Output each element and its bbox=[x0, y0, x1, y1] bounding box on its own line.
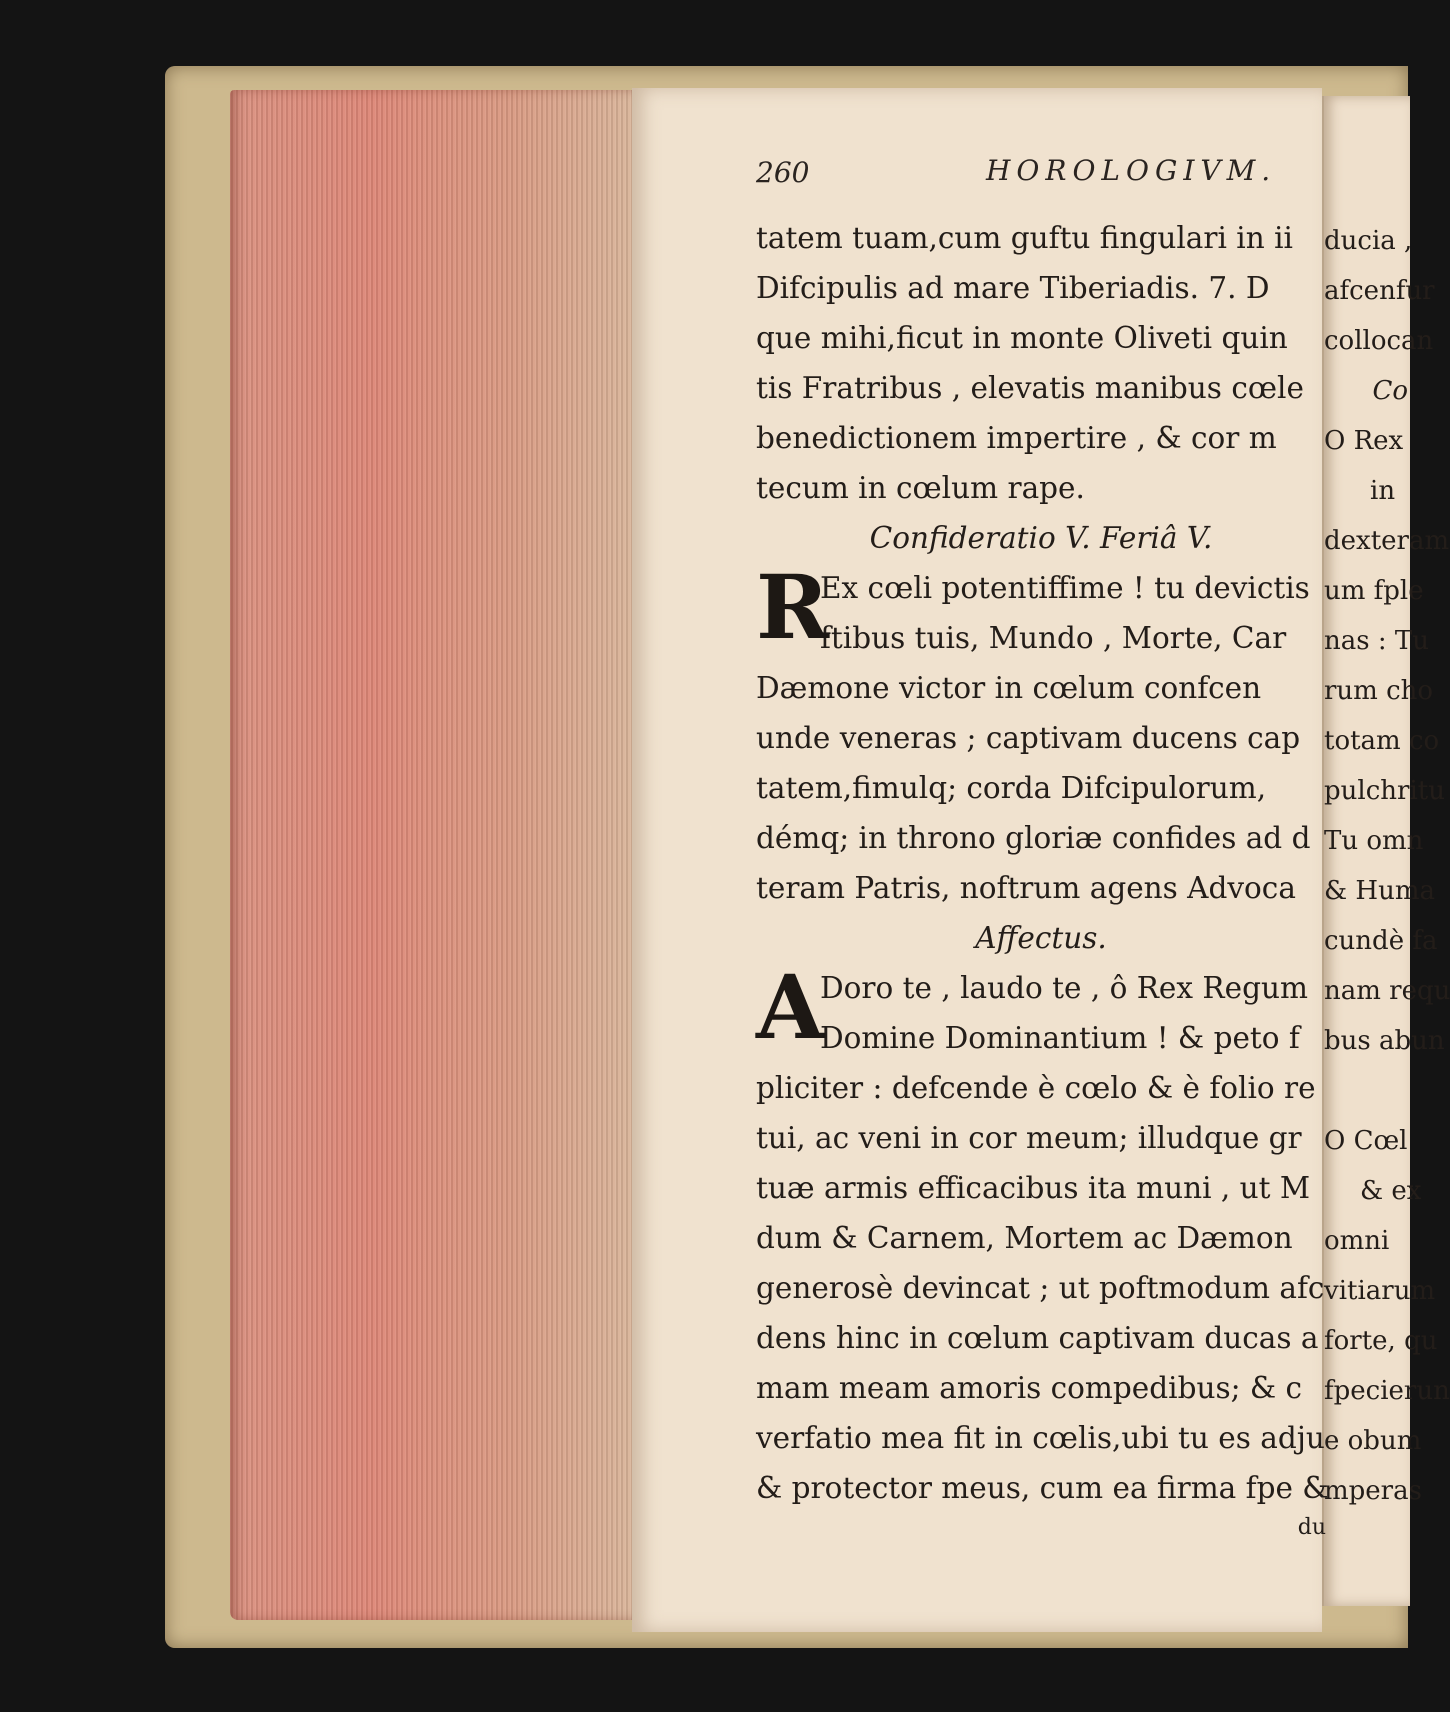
book-page-edges bbox=[230, 90, 635, 1620]
text-line: tui, ac veni in cor meum; illudque gr bbox=[756, 1121, 1302, 1155]
paragraph-3 bbox=[756, 955, 1329, 1543]
page-header bbox=[756, 150, 1276, 190]
text-line: teram Patris, noftrum agens Advoca bbox=[756, 871, 1296, 905]
text-line: tis Fratribus , elevatis manibus cœle bbox=[756, 371, 1304, 405]
next-page-line: & ex bbox=[1360, 1176, 1422, 1206]
drop-cap: R bbox=[756, 555, 830, 659]
next-page-line: collocan bbox=[1324, 326, 1434, 356]
text-line: mam meam amoris compedibus; & c bbox=[756, 1371, 1303, 1405]
text-line: tuæ armis efficacibus ita muni , ut M bbox=[756, 1171, 1311, 1205]
text-line: Domine Dominantium ! & peto f bbox=[820, 1021, 1300, 1055]
running-title: HOROLOGIVM. bbox=[986, 154, 1277, 187]
next-page-line: forte, qu bbox=[1324, 1326, 1438, 1356]
next-page-line: mperas bbox=[1324, 1476, 1422, 1506]
page-number: 260 bbox=[756, 156, 810, 189]
text-line: tatem tuam,cum guftu fingulari in ii bbox=[756, 221, 1293, 255]
catchword: du bbox=[1297, 1515, 1326, 1540]
next-page-text bbox=[1324, 216, 1450, 1516]
next-page-line: nas : Tu bbox=[1324, 626, 1429, 656]
next-page-line: dexteram bbox=[1324, 526, 1450, 556]
next-page-line: fpecierun bbox=[1324, 1376, 1450, 1406]
text-line: ftibus tuis, Mundo , Morte, Car bbox=[820, 621, 1287, 655]
next-page-line: e obum bbox=[1324, 1426, 1422, 1456]
text-line: Doro te , laudo te , ô Rex Regum bbox=[820, 971, 1308, 1005]
text-line: dum & Carnem, Mortem ac Dæmon bbox=[756, 1221, 1293, 1255]
text-line: Ex cœli potentiffime ! tu devictis bbox=[820, 571, 1310, 605]
text-line: Dæmone victor in cœlum confcen bbox=[756, 671, 1262, 705]
next-page-line: nam requ bbox=[1324, 976, 1450, 1006]
section-heading: Affectus. bbox=[975, 921, 1107, 955]
next-page-line: bus abun bbox=[1324, 1026, 1445, 1056]
text-line: generosè devincat ; ut poftmodum afc bbox=[756, 1271, 1325, 1305]
next-page-line: in bbox=[1370, 476, 1396, 506]
text-line: pliciter : defcende è cœlo & è folio re bbox=[756, 1071, 1316, 1105]
next-page-line: rum cho bbox=[1324, 676, 1434, 706]
next-page-line: vitiarum bbox=[1324, 1276, 1436, 1306]
text-line: tecum in cœlum rape. bbox=[756, 471, 1085, 505]
text-line: verfatio mea fit in cœlis,ubi tu es adju bbox=[756, 1421, 1325, 1455]
text-line: tatem,fimulq; corda Difcipulorum, bbox=[756, 771, 1267, 805]
next-page-line bbox=[1324, 1066, 1408, 1116]
text-line: démq; in throno gloriæ confides ad d bbox=[756, 821, 1311, 855]
paragraph-2 bbox=[756, 555, 1326, 913]
section-heading: Confideratio V. Feriâ V. bbox=[869, 521, 1213, 555]
text-line: unde veneras ; captivam ducens cap bbox=[756, 721, 1301, 755]
next-page-line: ducia , bbox=[1324, 226, 1413, 256]
next-page-line: O Cœl bbox=[1324, 1126, 1408, 1156]
next-page-line: & Huma bbox=[1324, 876, 1435, 906]
next-page-line: cundè fa bbox=[1324, 926, 1438, 956]
page-text bbox=[756, 213, 1329, 1543]
next-page-line: afcenfur bbox=[1324, 276, 1435, 306]
text-line: & protector meus, cum ea firma fpe & bbox=[756, 1471, 1329, 1505]
text-line: dens hinc in cœlum captivam ducas a bbox=[756, 1321, 1319, 1355]
next-page-line: pulchritu bbox=[1324, 776, 1445, 806]
text-line: Difcipulis ad mare Tiberiadis. 7. D bbox=[756, 271, 1270, 305]
drop-cap: A bbox=[756, 955, 825, 1059]
next-page-line: O Rex bbox=[1324, 426, 1404, 456]
next-page-line: totam co bbox=[1324, 726, 1440, 756]
next-page-line: um fple bbox=[1324, 576, 1424, 606]
next-page-line: Co bbox=[1372, 376, 1408, 406]
text-line: benedictionem impertire , & cor m bbox=[756, 421, 1277, 455]
next-page-line: omni bbox=[1324, 1226, 1390, 1256]
text-line: que mihi,ficut in monte Oliveti quin bbox=[756, 321, 1288, 355]
next-page-line: Tu omn bbox=[1324, 826, 1424, 856]
